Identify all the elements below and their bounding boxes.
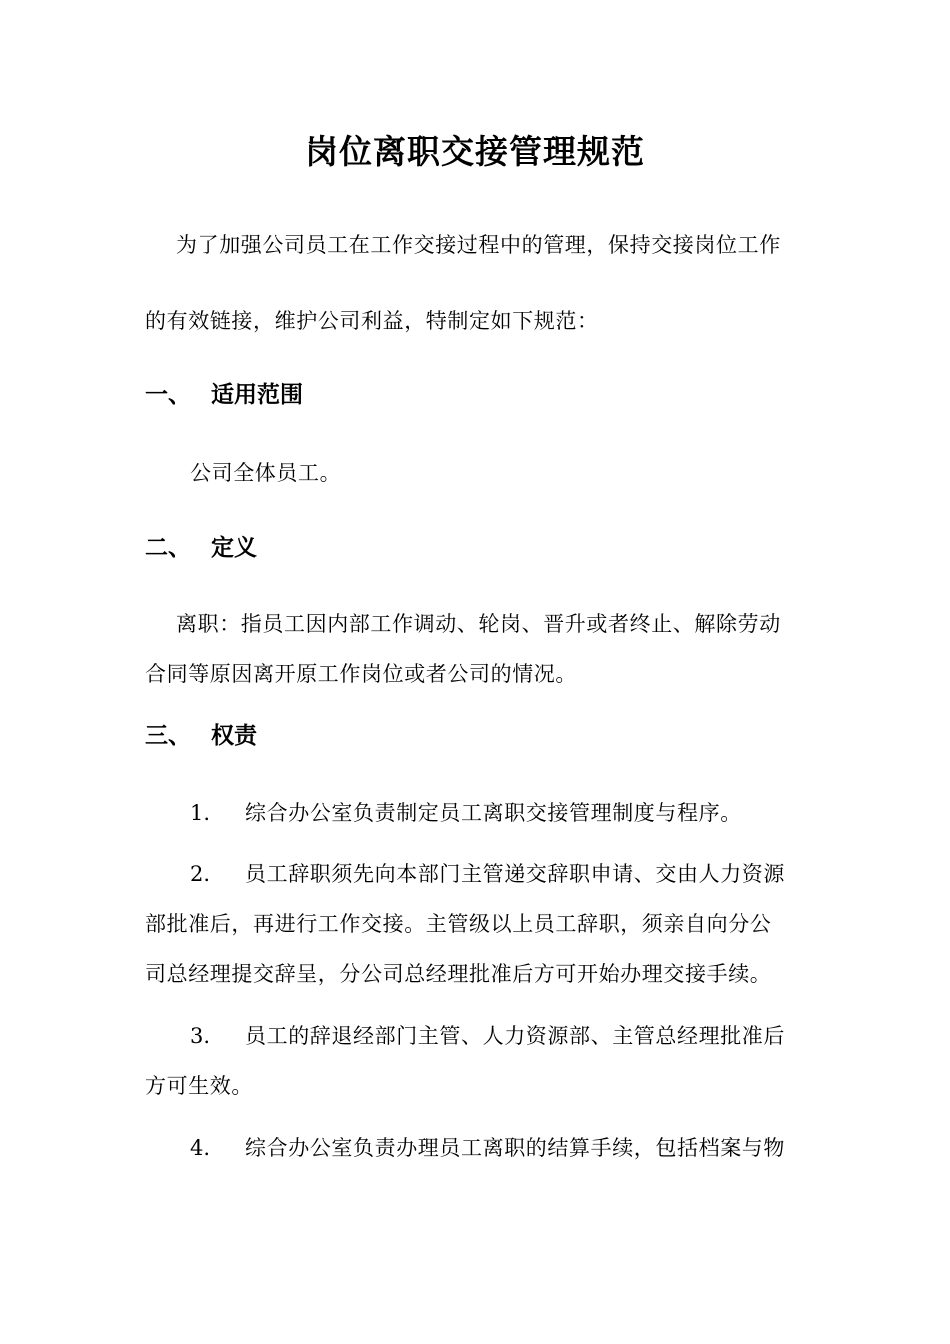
list-item-line: 综合办公室负责制定员工离职交接管理制度与程序。 [245, 801, 742, 825]
section-number: 三、 [145, 723, 191, 749]
list-item-number: 3. [190, 1024, 211, 1048]
list-item-line: 方可生效。 [145, 1074, 253, 1098]
document-title: 岗位离职交接管理规范 [305, 132, 645, 171]
list-item-number: 4. [190, 1136, 211, 1160]
section-number: 一、 [145, 382, 191, 408]
list-item-number: 2. [190, 862, 211, 886]
section-title: 权责 [211, 723, 257, 749]
intro-line-2: 的有效链接，维护公司利益，特制定如下规范： [145, 309, 599, 333]
list-item-line: 综合办公室负责办理员工离职的结算手续，包括档案与物 [245, 1136, 785, 1160]
definition-line-1: 离职：指员工因内部工作调动、轮岗、晋升或者终止、解除劳动 [176, 612, 781, 636]
section-title: 适用范围 [211, 382, 303, 408]
list-item-line: 员工的辞退经部门主管、人力资源部、主管总经理批准后 [245, 1024, 785, 1048]
section-title: 定义 [211, 535, 257, 561]
section-heading-definition [145, 532, 257, 564]
section-heading-scope [145, 379, 303, 411]
section-number: 二、 [145, 535, 191, 561]
list-item-line: 员工辞职须先向本部门主管递交辞职申请、交由人力资源 [245, 862, 785, 886]
definition-line-2: 合同等原因离开原工作岗位或者公司的情况。 [145, 662, 577, 686]
list-item-line: 司总经理提交辞呈，分公司总经理批准后方可开始办理交接手续。 [145, 962, 772, 986]
section-heading-responsibilities [145, 720, 257, 752]
intro-line-1: 为了加强公司员工在工作交接过程中的管理，保持交接岗位工作 [176, 233, 781, 257]
list-item-line: 部批准后，再进行工作交接。主管级以上员工辞职，须亲自向分公 [145, 912, 772, 936]
scope-body: 公司全体员工。 [190, 461, 342, 485]
list-item-number: 1. [190, 801, 211, 825]
